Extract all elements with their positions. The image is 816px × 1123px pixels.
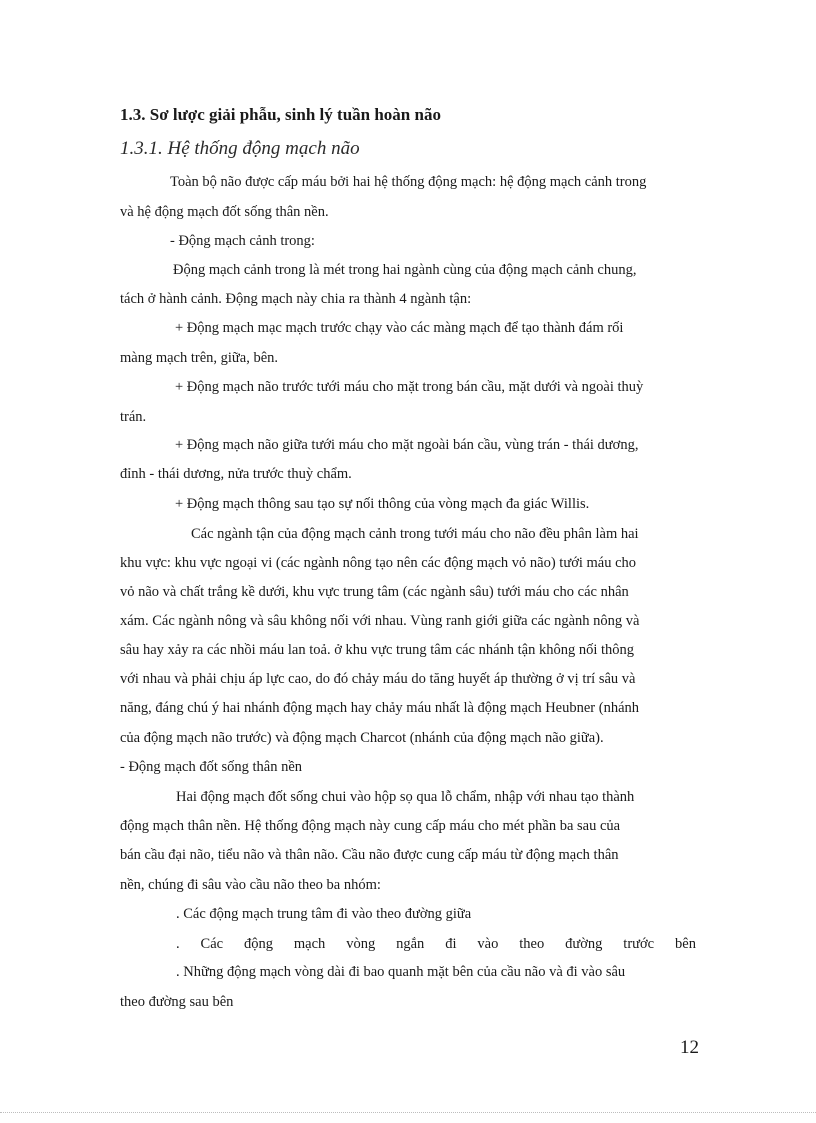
text-line: Các ngành tận của động mạch cảnh trong tưới máu cho não đều phân làm hai bbox=[191, 526, 639, 542]
list-item: + Động mạch não trước tưới máu cho mặt trong bán cầu, mặt dưới và ngoài thuỳ bbox=[175, 379, 644, 395]
list-item: + Động mạch thông sau tạo sự nối thông của vòng mạch đa giác Willis. bbox=[175, 496, 590, 512]
text-line: đỉnh - thái dương, nửa trước thuỳ chẩm. bbox=[120, 466, 352, 482]
text-line: vỏ não và chất trắng kề dưới, khu vực trung tâm (các ngành sâu) tưới máu cho các nhân bbox=[120, 584, 629, 600]
word: mạch bbox=[293, 936, 326, 952]
word: động bbox=[243, 936, 273, 952]
word: đi bbox=[445, 936, 457, 952]
text-line: động mạch thân nền. Hệ thống động mạch này cung cấp máu cho mét phần ba sau của bbox=[120, 818, 621, 834]
list-item: - Động mạch đốt sống thân nền bbox=[120, 759, 303, 775]
text-line: trán. bbox=[120, 409, 147, 425]
word: theo bbox=[519, 936, 545, 952]
word: vào bbox=[477, 936, 499, 952]
page-edge-divider bbox=[0, 1112, 816, 1113]
list-item: + Động mạch mạc mạch trước chạy vào các màng mạch để tạo thành đám rối bbox=[175, 320, 624, 336]
text-line: của động mạch não trước) và động mạch Charcot (nhánh của động mạch não giữa). bbox=[120, 730, 604, 746]
list-item: . Những động mạch vòng dài đi bao quanh mặt bên của cầu não và đi vào sâu bbox=[176, 964, 626, 980]
text-line: tách ở hành cảnh. Động mạch này chia ra thành 4 ngành tận: bbox=[120, 291, 472, 307]
word: trước bbox=[623, 936, 655, 952]
text-line: Toàn bộ não được cấp máu bởi hai hệ thống động mạch: hệ động mạch cảnh trong bbox=[170, 174, 647, 190]
word: . bbox=[176, 936, 180, 952]
list-item bbox=[176, 937, 696, 952]
text-line: năng, đáng chú ý hai nhánh động mạch hay chảy máu nhất là động mạch Heubner (nhánh bbox=[120, 700, 640, 716]
text-line: nền, chúng đi sâu vào cầu não theo ba nhóm: bbox=[120, 877, 381, 893]
section-heading: 1.3. Sơ lược giải phẫu, sinh lý tuần hoàn não bbox=[120, 105, 441, 124]
text-line: màng mạch trên, giữa, bên. bbox=[120, 350, 279, 366]
text-line: Hai động mạch đốt sống chui vào hộp sọ qua lỗ chẩm, nhập với nhau tạo thành bbox=[176, 789, 635, 805]
text-line: khu vực: khu vực ngoại vi (các ngành nông tạo nên các động mạch vỏ não) tưới máu cho bbox=[120, 555, 637, 571]
text-line: bán cầu đại não, tiểu não và thân não. Cầu não được cung cấp máu từ động mạch thân bbox=[120, 847, 619, 863]
word: bên bbox=[675, 936, 696, 952]
list-item: - Động mạch cảnh trong: bbox=[170, 233, 315, 249]
text-line: xám. Các ngành nông và sâu không nối với nhau. Vùng ranh giới giữa các ngành nông và bbox=[120, 613, 640, 629]
word: vòng bbox=[346, 936, 376, 952]
text-line: với nhau và phải chịu áp lực cao, do đó chảy máu do tăng huyết áp thường ở vị trí sâu và bbox=[120, 671, 636, 687]
subsection-heading: 1.3.1. Hệ thống động mạch não bbox=[120, 138, 360, 159]
word: ngắn bbox=[396, 936, 425, 952]
text-line: sâu hay xảy ra các nhồi máu lan toả. ở khu vực trung tâm các nhánh tận không nối thông bbox=[120, 642, 635, 658]
list-item: + Động mạch não giữa tưới máu cho mặt ngoài bán cầu, vùng trán - thái dương, bbox=[175, 437, 639, 453]
text-line: Động mạch cảnh trong là mét trong hai ngành cùng của động mạch cảnh chung, bbox=[173, 262, 637, 278]
word: đường bbox=[565, 936, 603, 952]
text-line: theo đường sau bên bbox=[120, 994, 234, 1010]
word: Các bbox=[200, 936, 224, 952]
text-line: và hệ động mạch đốt sống thân nền. bbox=[120, 204, 329, 220]
list-item: . Các động mạch trung tâm đi vào theo đường giữa bbox=[176, 906, 472, 922]
page-number: 12 bbox=[680, 1037, 699, 1058]
